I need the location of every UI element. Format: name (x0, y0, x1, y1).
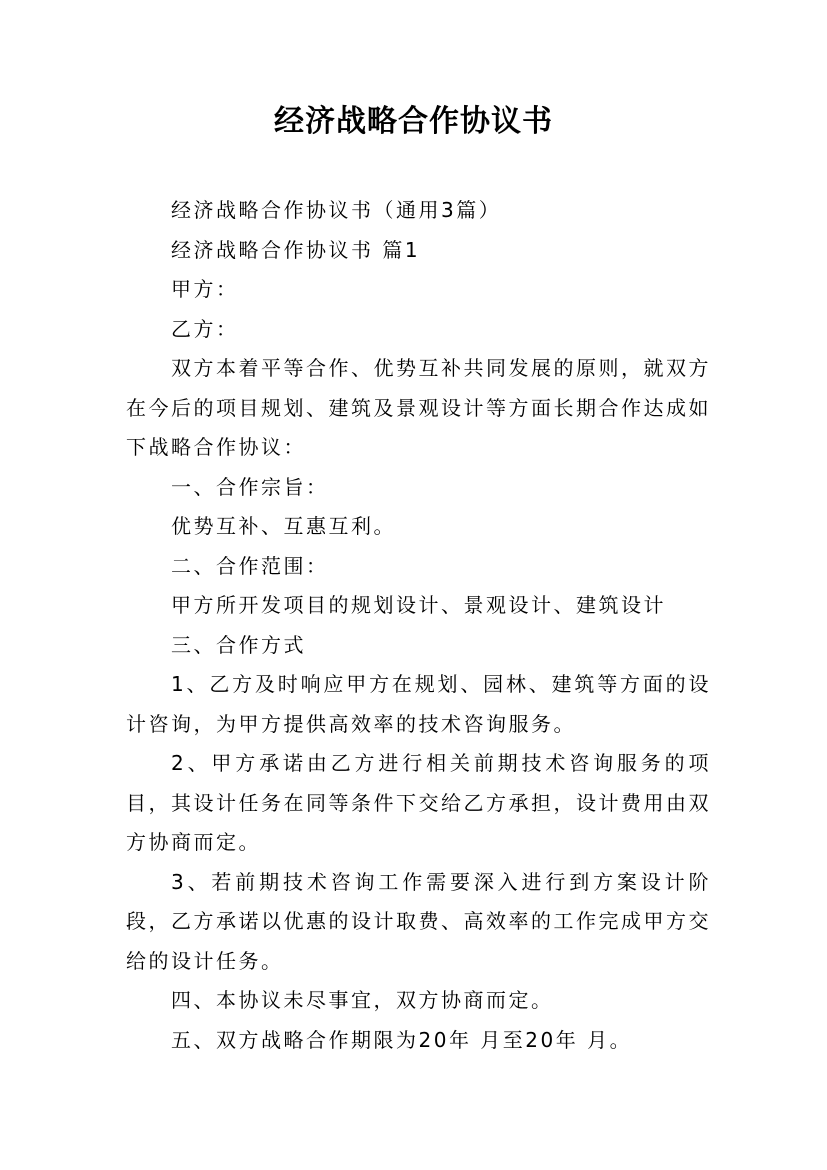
paragraph-clause-1: 1、乙方及时响应甲方在规划、园林、建筑等方面的设计咨询，为甲方提供高效率的技术咨询服务。 (126, 672, 711, 736)
paragraph-section-4: 四、本协议未尽事宜，双方协商而定。 (171, 988, 554, 1012)
paragraph-section-5: 五、双方战略合作期限为20年 月至20年 月。 (171, 1027, 633, 1052)
paragraph-party-b: 乙方： (171, 316, 239, 341)
document-body (126, 191, 711, 1060)
paragraph-section-3-heading: 三、合作方式 (171, 632, 306, 657)
paragraph-collection-title: 经济战略合作协议书（通用3篇） (171, 198, 502, 222)
paragraph-clause-3: 3、若前期技术咨询工作需要深入进行到方案设计阶段，乙方承诺以优惠的设计取费、高效率的工作完成甲方交给的设计任务。 (126, 869, 711, 973)
paragraph-section-2-heading: 二、合作范围： (171, 553, 329, 578)
paragraph-section-2-content: 甲方所开发项目的规划设计、景观设计、建筑设计 (171, 593, 666, 617)
paragraph-party-a: 甲方： (171, 277, 239, 301)
paragraph-preamble: 双方本着平等合作、优势互补共同发展的原则，就双方在今后的项目规划、建筑及景观设计等方面长期合作达成如下战略合作协议： (126, 356, 711, 459)
paragraph-section-1-content: 优势互补、互惠互利。 (171, 514, 396, 538)
paragraph-clause-2: 2、甲方承诺由乙方进行相关前期技术咨询服务的项目，其设计任务在同等条件下交给乙方承担，设计费用由双方协商而定。 (126, 751, 711, 854)
paragraph-section-1-heading: 一、合作宗旨： (171, 474, 329, 499)
document-title: 经济战略合作协议书 (274, 104, 553, 139)
paragraph-article-heading: 经济战略合作协议书 篇1 (171, 237, 421, 262)
